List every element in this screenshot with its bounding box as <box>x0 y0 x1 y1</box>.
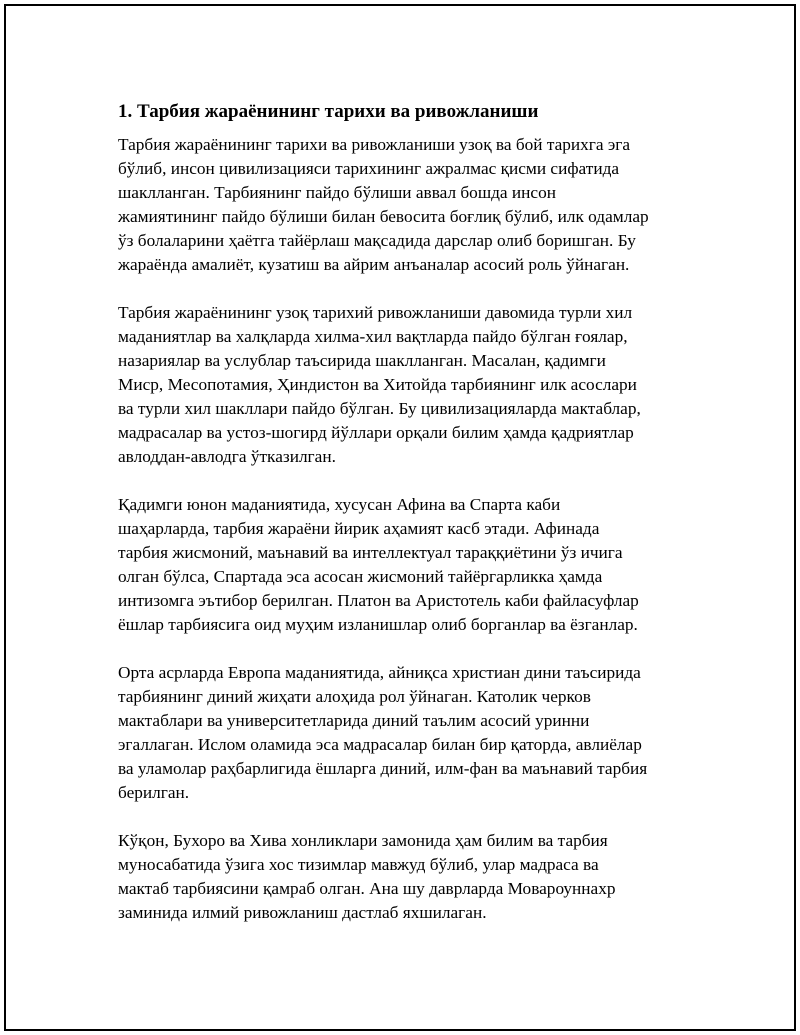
text-line: эгаллаган. Ислом оламида эса мадрасалар билан бир қаторда, авлиёлар <box>118 735 642 754</box>
text-line: авлоддан-авлодга ўтказилган. <box>118 447 336 466</box>
text-line: тарбия жисмоний, маънавий ва интеллектуал тараққиётини ўз ичига <box>118 543 623 562</box>
section-heading: 1. Тарбия жараёнининг тарихи ва ривожланиши <box>118 101 539 122</box>
text-line: маданиятлар ва халқларда хилма-хил вақтларда пайдо бўлган ғоялар, <box>118 327 628 346</box>
paragraph-2 <box>118 301 708 469</box>
page-frame <box>4 4 796 1031</box>
text-line: тарбиянинг диний жиҳати алоҳида рол ўйнаган. Католик черков <box>118 687 591 706</box>
text-line: Қадимги юнон маданиятида, хусусан Афина ва Спарта каби <box>118 495 561 514</box>
text-line: ва уламолар раҳбарлигида ёшларга диний, илм-фан ва маънавий тарбия <box>118 759 648 778</box>
paragraph-3 <box>118 493 708 637</box>
text-line: ўз болаларини ҳаётга тайёрлаш мақсадида дарслар олиб боришган. Бу <box>118 231 636 250</box>
text-line: Кўқон, Бухоро ва Хива хонликлари замонида ҳам билим ва тарбия <box>118 831 608 850</box>
text-line: берилган. <box>118 783 190 802</box>
text-line: мактаб тарбиясини қамраб олган. Ана шу даврларда Мовароуннахр <box>118 879 616 898</box>
paragraph-1 <box>118 133 708 277</box>
text-line: шаҳарларда, тарбия жараёни йирик аҳамият касб этади. Афинада <box>118 519 600 538</box>
paragraph-4 <box>118 661 708 805</box>
text-line: заминида илмий ривожланиш дастлаб яхшилаган. <box>118 903 487 922</box>
paragraph-5 <box>118 829 708 925</box>
text-line: олган бўлса, Спартада эса асосан жисмоний тайёргарликка ҳамда <box>118 567 603 586</box>
text-line: муносабатида ўзига хос тизимлар мавжуд бўлиб, улар мадраса ва <box>118 855 599 874</box>
text-line: интизомга эътибор берилган. Платон ва Аристотель каби файласуфлар <box>118 591 639 610</box>
text-line: ёшлар тарбиясига оид муҳим изланишлар олиб борганлар ва ёзганлар. <box>118 615 638 634</box>
text-line: жамиятининг пайдо бўлиши билан бевосита боғлиқ бўлиб, илк одамлар <box>118 207 649 226</box>
text-line: мактаблари ва университетларида диний таълим асосий уринни <box>118 711 590 730</box>
text-line: жараёнда амалиёт, кузатиш ва айрим анъаналар асосий роль ўйнаган. <box>118 255 630 274</box>
text-line: Тарбия жараёнининг тарихи ва ривожланиши узоқ ва бой тарихга эга <box>118 135 631 154</box>
text-line: Орта асрларда Европа маданиятида, айниқса христиан дини таъсирида <box>118 663 641 682</box>
text-line: Тарбия жараёнининг узоқ тарихий ривожланиши давомида турли хил <box>118 303 633 322</box>
text-line: ва турли хил шакллари пайдо бўлган. Бу цивилизацияларда мактаблар, <box>118 399 641 418</box>
text-line: Миср, Месопотамия, Ҳиндистон ва Хитойда тарбиянинг илк асослари <box>118 375 637 394</box>
text-line: шаклланган. Тарбиянинг пайдо бўлиши аввал бошда инсон <box>118 183 556 202</box>
text-line: назариялар ва услублар таъсирида шаклланган. Масалан, қадимги <box>118 351 606 370</box>
text-line: бўлиб, инсон цивилизацияси тарихининг ажралмас қисми сифатида <box>118 159 620 178</box>
text-line: мадрасалар ва устоз-шогирд йўллари орқали билим ҳамда қадриятлар <box>118 423 634 442</box>
document-body <box>118 99 708 949</box>
